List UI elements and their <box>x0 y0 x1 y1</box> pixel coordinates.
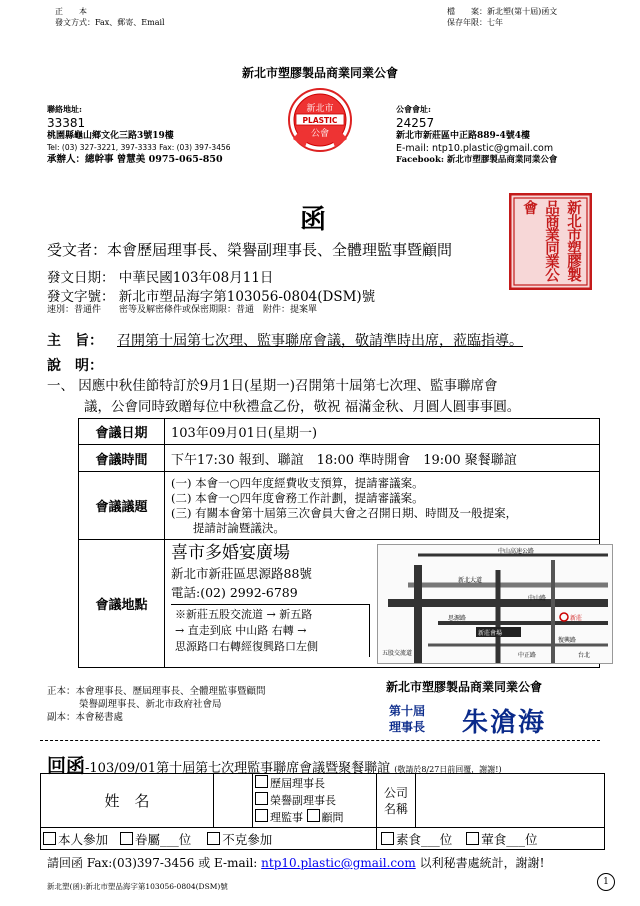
map-label: 思源路 <box>448 615 467 622</box>
hq-address: 新北市新莊區中正路889-4號4樓 <box>396 131 531 141</box>
signature-term: 第十屆 <box>389 704 426 718</box>
agenda-label: 會議議題 <box>79 472 165 540</box>
checkbox[interactable] <box>255 809 268 822</box>
map-label: 五股交流道 <box>382 650 413 657</box>
signature-name: 朱滄海 <box>462 708 547 738</box>
original-recipients: 正本：本會理事長、歷屆理事長、全體理監事暨顧問 <box>47 686 266 697</box>
page-number: 1 <box>597 873 615 891</box>
attend-no[interactable]: 不克參加 <box>207 832 272 847</box>
hq-postcode: 24257 <box>396 116 435 130</box>
contact-phone: Tel: (03) 327-3221, 397-3333 Fax: (03) 397-3456 <box>47 143 231 152</box>
subject-label: 主 旨： <box>47 333 103 349</box>
contact-postcode: 33381 <box>47 116 86 130</box>
meal-meat[interactable]: 葷食___位 <box>466 832 537 847</box>
reply-deadline: (敬請於8/27日前回覆，謝謝!) <box>394 765 502 774</box>
hq-address-label: 公會會址: <box>396 104 431 114</box>
direction-line: ※新莊五股交流道 → 新五路 <box>175 608 313 621</box>
reply-fax: 請回函 Fax:(03)397-3456 或 E-mail: <box>47 856 258 870</box>
map-label: 中山高速公路 <box>498 548 535 555</box>
copy-recipients <box>47 685 347 724</box>
venue-map <box>377 544 613 664</box>
footer-reference: 新北塑(函):新北市塑品海字第103056-0804(DSM)號 <box>47 882 228 891</box>
red-seal-stamp <box>509 193 592 290</box>
venue-address: 新北市新莊區思源路88號 <box>171 566 312 581</box>
association-logo <box>287 87 353 153</box>
issue-date: 發文日期： 中華民國103年08月11日 <box>47 270 274 286</box>
venue-name: 喜市多婚宴廣場 <box>171 543 290 563</box>
map-label: 新莊會場 <box>478 630 503 637</box>
explain-label: 說 明： <box>47 358 103 374</box>
org-title: 新北市塑膠製品商業同業公會 <box>241 66 398 80</box>
meal-veg[interactable]: 素食___位 <box>381 832 452 847</box>
copy-type: 正 本 <box>55 7 87 16</box>
name-input[interactable] <box>214 774 253 828</box>
agenda-item: (一) 本會一○四年度經費收支預算，提請審議案。 <box>171 475 424 490</box>
issue-no: 發文字號： 新北市塑品海字第103056-0804(DSM)號 <box>47 289 376 305</box>
logo-top-text: 新北市 <box>306 104 334 114</box>
cut-line <box>40 740 600 741</box>
signature-title: 理事長 <box>389 720 426 734</box>
attendance-options <box>41 828 377 850</box>
seal-text: 新北市塑膠製品商業同業公會 <box>521 200 582 281</box>
map-label: 新莊 <box>570 615 583 622</box>
venue-phone: 電話:(02) 2992-6789 <box>171 585 298 600</box>
role-option[interactable]: 榮譽副理事長 <box>255 792 375 809</box>
original-recipients-2: 榮譽副理事長、新北市政府社會局 <box>79 699 222 710</box>
duplicate-recipients: 副本：本會秘書處 <box>47 712 124 723</box>
direction-line: 思源路口右轉經復興路口左側 <box>175 640 318 653</box>
contact-handler: 承辦人：總幹事 曾慧美 0975-065-850 <box>47 154 223 165</box>
agenda-list <box>165 472 600 540</box>
file-no: 檔 案：新北塑(第十屆)函文 <box>447 7 558 16</box>
time-label: 會議時間 <box>79 445 165 472</box>
signature-org: 新北市塑膠製品商業同業公會 <box>386 680 543 694</box>
date-label: 會議日期 <box>79 419 165 445</box>
role-options <box>253 774 377 828</box>
checkbox[interactable] <box>307 809 320 822</box>
map-label: 中正路 <box>518 652 537 659</box>
contact-left <box>47 104 287 166</box>
item1-line2: 議，公會同時致贈每位中秋禮盒乙份，敬祝 福滿金秋、月圓人圓事事圓。 <box>84 399 521 415</box>
send-method: 發文方式：Fax、郵寄、Email <box>55 18 165 27</box>
hq-facebook: Facebook: 新北市塑膠製品商業同業公會 <box>396 155 558 165</box>
reply-instructions <box>47 854 544 871</box>
venue-label: 會議地點 <box>79 540 165 668</box>
reply-title-rest: -103/09/01第十屆第七次理監事聯席會議暨聚餐聯誼 <box>85 761 391 776</box>
name-label: 姓 名 <box>41 774 214 828</box>
map-label: 復興路 <box>558 637 577 644</box>
agenda-item: 提請討論暨議決。 <box>171 520 285 535</box>
item1-line1: 一、 因應中秋佳節特訂於9月1日(星期一)召開第十屆第七次理、監事聯席會 <box>47 378 498 394</box>
letter-title: 函 <box>300 205 327 235</box>
venue-cell <box>165 540 600 668</box>
header-meta-left <box>55 6 295 28</box>
map-label: 中山路 <box>528 595 547 602</box>
signature-role <box>389 703 425 735</box>
agenda-item: (二) 本會一○四年度會務工作計劃，提請審議案。 <box>171 490 424 505</box>
date-value: 103年09月01日(星期一) <box>165 419 600 445</box>
role-option[interactable]: 歷屆理事長 <box>255 775 375 792</box>
contact-right <box>396 104 636 166</box>
hq-email: E-mail: ntp10.plastic@gmail.com <box>396 143 554 154</box>
time-value: 下午17:30 報到、聯誼 18:00 準時開會 19:00 聚餐聯誼 <box>165 445 600 472</box>
contact-address: 桃園縣龜山鄉文化三路3號19樓 <box>47 131 174 141</box>
attend-self[interactable]: 本人參加 <box>43 832 108 847</box>
subject <box>47 330 607 350</box>
reply-form <box>40 773 605 850</box>
meal-options <box>377 828 605 850</box>
subject-text: 召開第十屆第七次理、監事聯席會議，敬請準時出席，蒞臨指導。 <box>117 333 523 349</box>
logo-band-text: PLASTIC <box>302 116 338 125</box>
checkbox[interactable] <box>255 792 268 805</box>
checkbox[interactable] <box>255 775 268 788</box>
logo-bottom-text: 公會 <box>310 129 330 139</box>
header-meta-right <box>447 6 637 28</box>
map-label: 新北大道 <box>458 577 483 584</box>
map-label: 台北 <box>578 652 591 659</box>
retention: 保存年限：七年 <box>447 18 503 27</box>
classification: 速別：普通件 密等及解密條件或保密期限：普通 附件：提案單 <box>47 305 318 315</box>
meeting-table <box>78 418 600 668</box>
attend-family[interactable]: 眷屬___位 <box>120 832 191 847</box>
reply-tail: 以利秘書處統計，謝謝! <box>419 856 545 870</box>
direction-line: → 直走到底 中山路 右轉 → <box>175 624 307 637</box>
directions <box>171 604 370 657</box>
company-label: 公司 名稱 <box>377 774 416 828</box>
reply-title-big: 回函 <box>47 755 86 777</box>
agenda-item: (三) 有關本會第十屆第三次會員大會之召開日期、時間及一般提案， <box>171 505 518 520</box>
recipients: 受文者：本會歷屆理事長、榮譽副理事長、全體理監事暨顧問 <box>47 241 453 259</box>
role-option[interactable]: 理監事 顧問 <box>255 809 375 826</box>
explain-item-1 <box>47 376 607 418</box>
company-input[interactable] <box>416 774 605 828</box>
contact-address-label: 聯絡地址: <box>47 104 82 114</box>
reply-email-link[interactable]: ntp10.plastic@gmail.com <box>261 856 416 870</box>
